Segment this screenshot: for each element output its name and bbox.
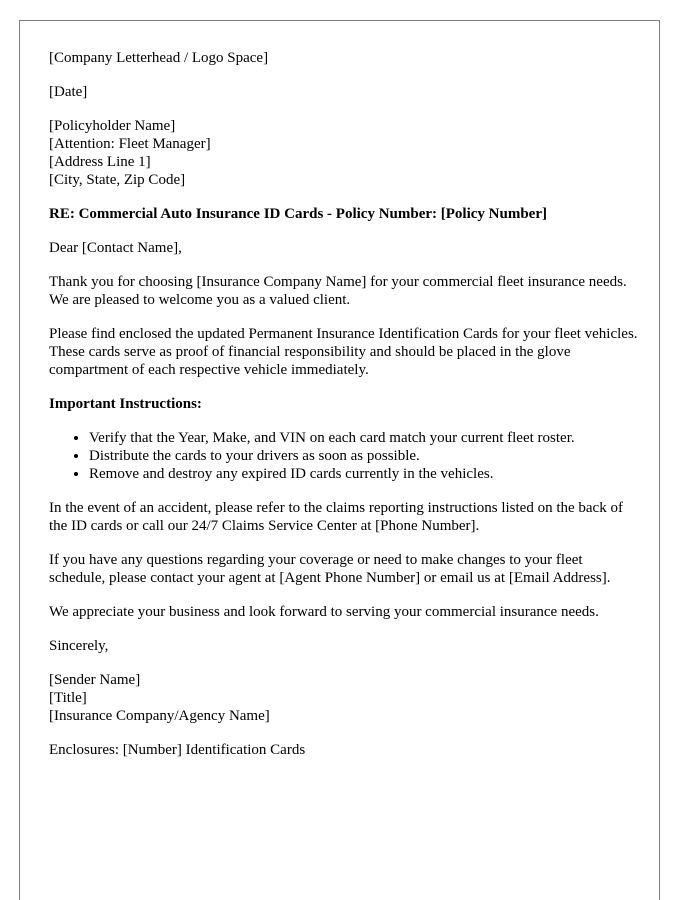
sender-company: [Insurance Company/Agency Name] (49, 708, 270, 724)
sender-name: [Sender Name] (49, 672, 141, 688)
letter-body (49, 49, 639, 775)
recipient-city-state-zip: [City, State, Zip Code] (49, 172, 186, 188)
signoff: Sincerely, (49, 638, 109, 654)
recipient-address (49, 117, 639, 189)
instructions-list (49, 429, 639, 483)
recipient-address-line: [Address Line 1] (49, 154, 151, 170)
letter-date: [Date] (49, 84, 88, 100)
list-item: • Verify that the Year, Make, and VIN on each card match your current fleet roster. (89, 429, 639, 447)
recipient-attention: [Attention: Fleet Manager] (49, 136, 211, 152)
body-paragraph-appreciation: We appreciate your business and look forward to serving your commercial insurance needs. (49, 604, 599, 620)
sender-title: [Title] (49, 690, 87, 706)
letter-page (19, 20, 660, 900)
enclosures-line: Enclosures: [Number] Identification Cards (49, 742, 306, 758)
list-item: • Distribute the cards to your drivers as soon as possible. (89, 447, 639, 465)
letterhead: [Company Letterhead / Logo Space] (49, 50, 269, 66)
signature-block (49, 671, 639, 725)
body-paragraph-welcome: Thank you for choosing [Insurance Company Name] for your commercial fleet insurance needs. We are pleased to welcome you as a valued client. (49, 274, 627, 308)
recipient-name: [Policyholder Name] (49, 118, 176, 134)
body-paragraph-claims: In the event of an accident, please refer to the claims reporting instructions listed on the back of the ID cards or call our 24/7 Claims Service Center at [Phone Number]. (49, 500, 623, 534)
list-item: • Remove and destroy any expired ID cards currently in the vehicles. (89, 465, 639, 483)
body-paragraph-questions: If you have any questions regarding your coverage or need to make changes to your fleet schedule, please contact your agent at [Agent Phone Number] or email us at [Email Address]. (49, 552, 611, 586)
body-paragraph-enclosed-cards: Please find enclosed the updated Permanent Insurance Identification Cards for your fleet vehicles. These cards serve as proof of financial responsibility and should be placed in the glove compartment of each respective vehicle immediately. (49, 326, 638, 378)
salutation: Dear [Contact Name], (49, 240, 182, 256)
subject-line: RE: Commercial Auto Insurance ID Cards - Policy Number: [Policy Number] (49, 206, 547, 222)
instructions-heading: Important Instructions: (49, 396, 202, 412)
